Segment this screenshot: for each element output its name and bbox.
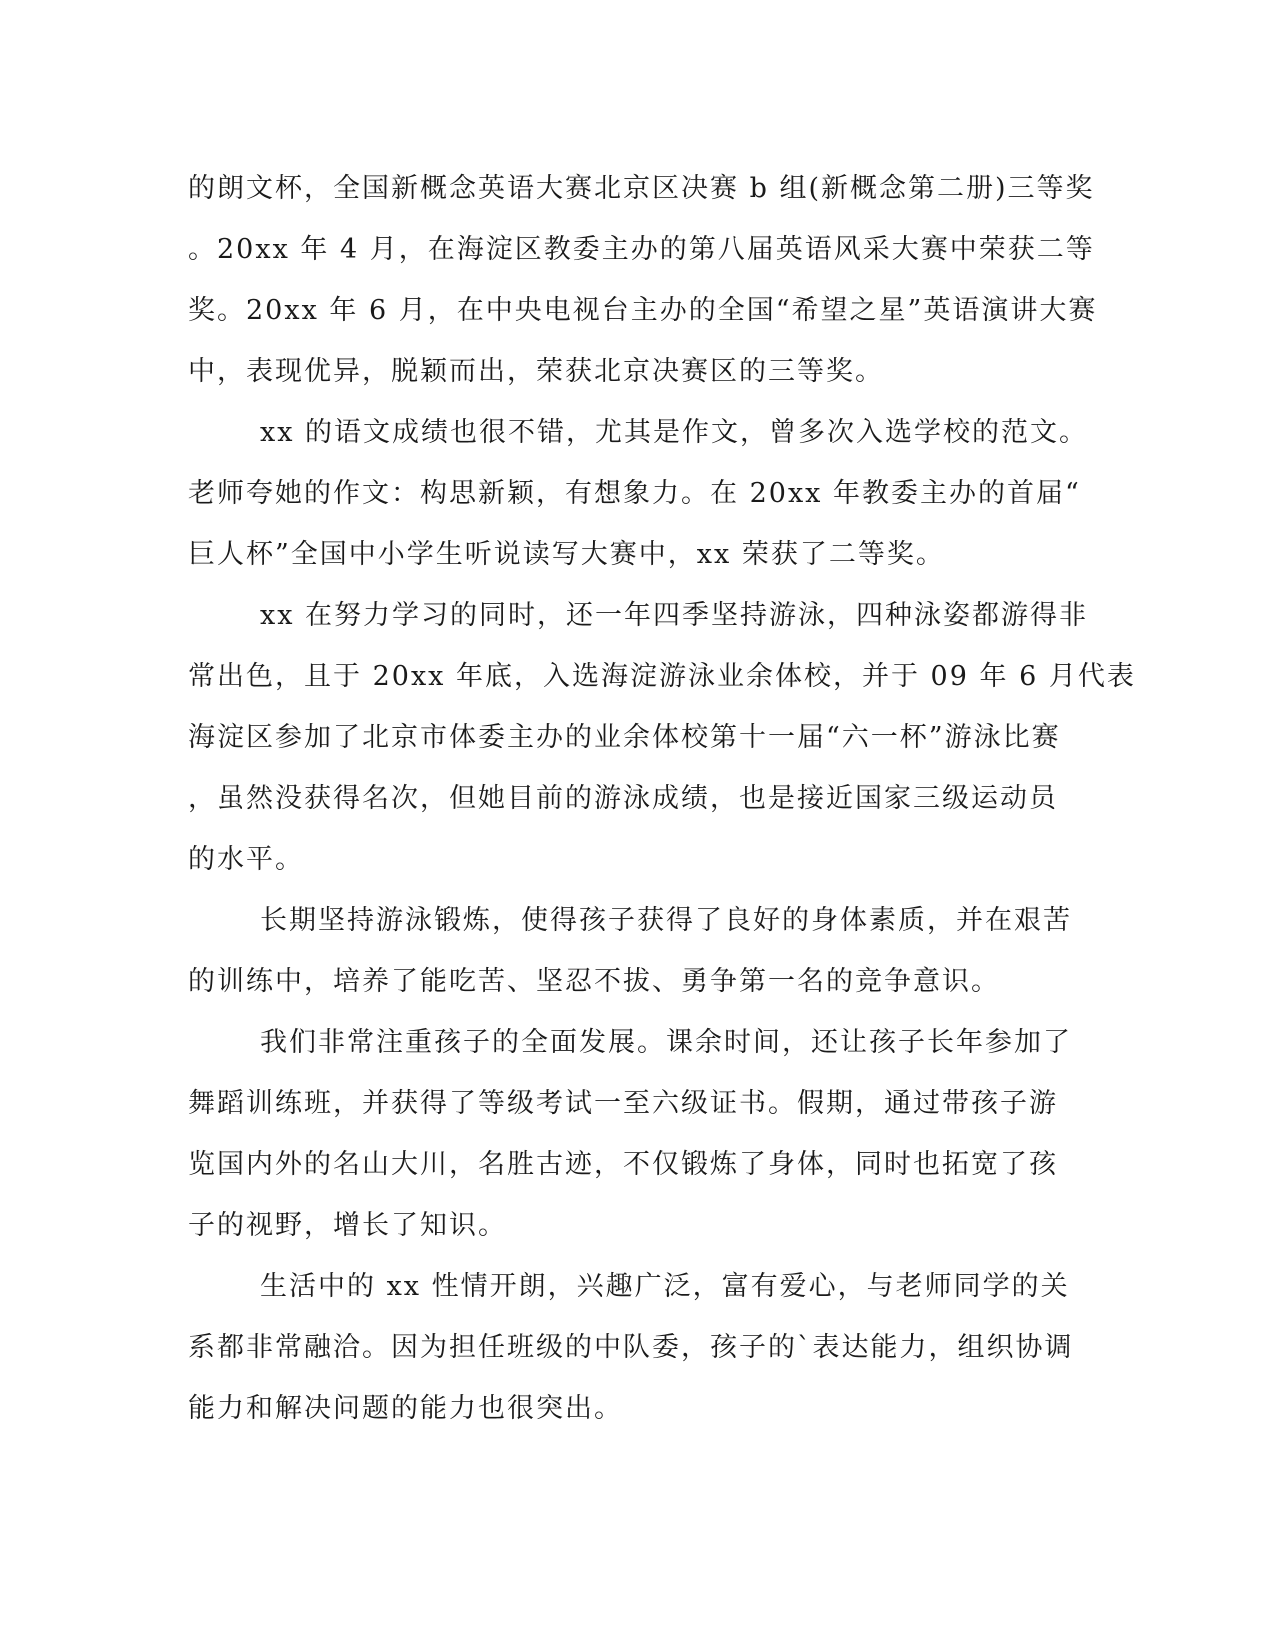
text-line: 览国内外的名山大川，名胜古迹，不仅锻炼了身体，同时也拓宽了孩	[188, 1149, 1058, 1180]
text-line: 老师夸她的作文：构思新颖，有想象力。在 20xx 年教委主办的首届“	[188, 478, 1081, 509]
text-line: 能力和解决问题的能力也很突出。	[188, 1393, 623, 1424]
text-line: 常出色，且于 20xx 年底，入选海淀游泳业余体校，并于 09 年 6 月代表	[188, 661, 1136, 692]
paragraph-start-line: xx 的语文成绩也很不错，尤其是作文，曾多次入选学校的范文。	[260, 417, 1089, 448]
paragraph-start-line: 生活中的 xx 性情开朗，兴趣广泛，富有爱心，与老师同学的关	[260, 1271, 1070, 1302]
text-line: 子的视野，增长了知识。	[188, 1210, 507, 1241]
text-line: 的朗文杯，全国新概念英语大赛北京区决赛 b 组(新概念第二册)三等奖	[188, 173, 1095, 204]
text-line: 奖。20xx 年 6 月，在中央电视台主办的全国“希望之星”英语演讲大赛	[188, 295, 1098, 326]
text-line: 巨人杯”全国中小学生听说读写大赛中，xx 荣获了二等奖。	[188, 539, 945, 570]
body-text	[188, 158, 1136, 1439]
text-line: 。20xx 年 4 月，在海淀区教委主办的第八届英语风采大赛中荣获二等	[188, 234, 1095, 265]
text-line: ，虽然没获得名次，但她目前的游泳成绩，也是接近国家三级运动员	[188, 783, 1058, 814]
text-line: 系都非常融洽。因为担任班级的中队委，孩子的`表达能力，组织协调	[188, 1332, 1074, 1363]
paragraph-start-line: 长期坚持游泳锻炼，使得孩子获得了良好的身体素质，并在艰苦	[260, 905, 1072, 936]
text-line: 舞蹈训练班，并获得了等级考试一至六级证书。假期，通过带孩子游	[188, 1088, 1058, 1119]
paragraph-start-line: xx 在努力学习的同时，还一年四季坚持游泳，四种泳姿都游得非	[260, 600, 1089, 631]
text-line: 海淀区参加了北京市体委主办的业余体校第十一届“六一杯”游泳比赛	[188, 722, 1061, 753]
text-line: 中，表现优异，脱颖而出，荣获北京决赛区的三等奖。	[188, 356, 884, 387]
text-line: 的训练中，培养了能吃苦、坚忍不拔、勇争第一名的竞争意识。	[188, 966, 1000, 997]
paragraph-start-line: 我们非常注重孩子的全面发展。课余时间，还让孩子长年参加了	[260, 1027, 1072, 1058]
text-line: 的水平。	[188, 844, 304, 875]
